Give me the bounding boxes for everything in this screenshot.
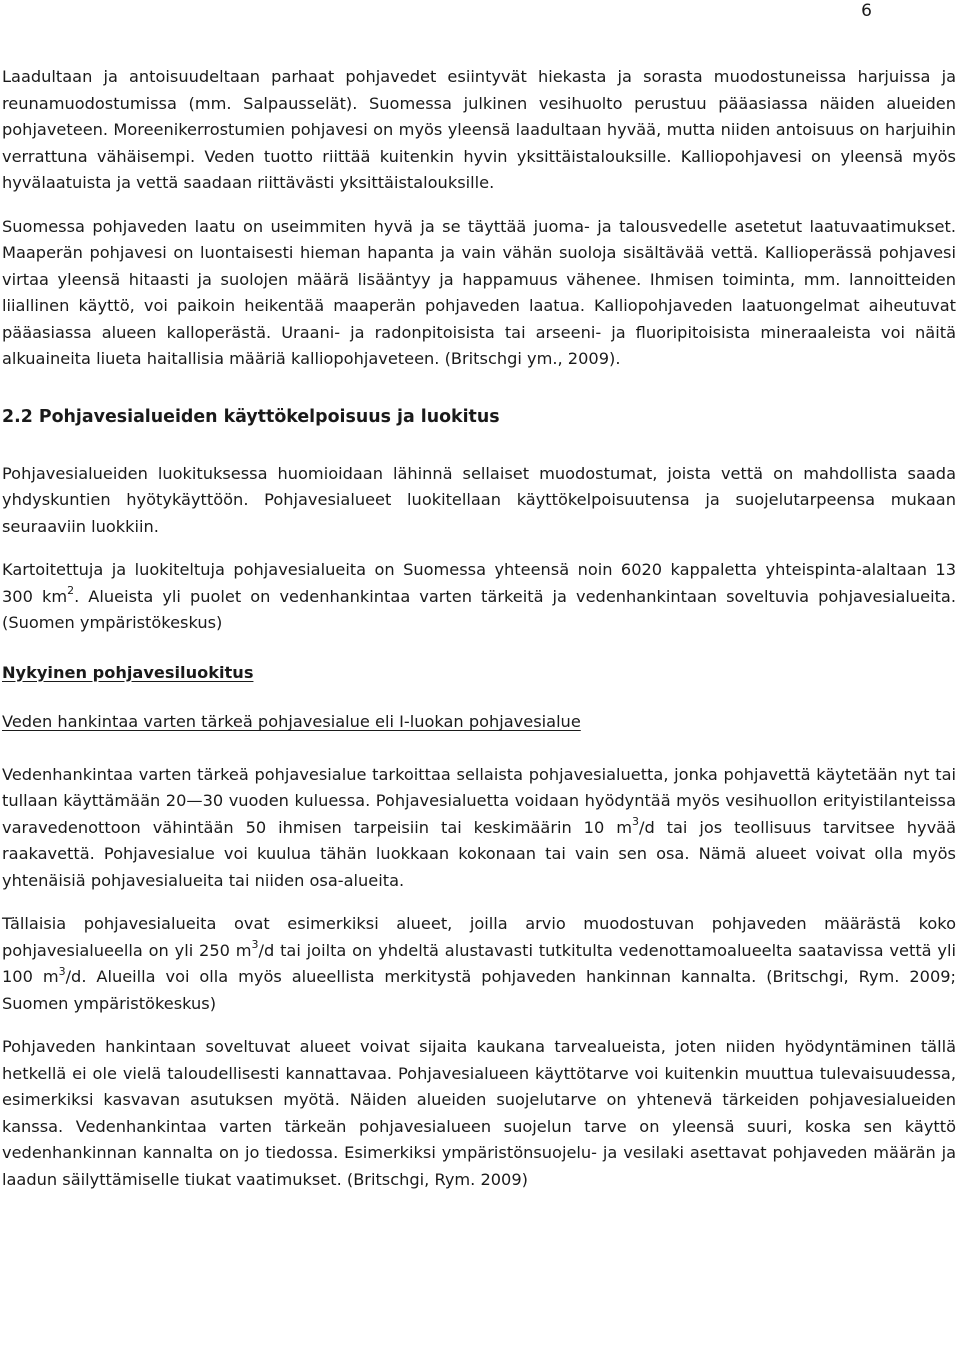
paragraph-groundwater-quality: Laadultaan ja antoisuudeltaan parhaat pohjavedet esiintyvät hiekasta ja sorasta muodostuneissa harjuissa ja reunamuodostumissa (mm. Salpausselät). Suomessa julkinen vesihuolto perustuu pääasiassa näiden alueiden pohjaveteen. Moreenikerrostumien pohjavesi on myös yleensä laadultaan hyvää, mutta niiden antoisuus on harjuihin verrattuna vähäisempi. Veden tuotto riittää kuitenkin hyvin yksittäistalouksille. Kalliopohjavesi on yleensä myös hyvälaatuista ja vettä saadaan riittävästi yksittäistalouksille. bbox=[2, 67, 956, 192]
superscript-2: 2 bbox=[67, 584, 75, 598]
paragraph-examples-text-a: Tällaisia pohjavesialueita ovat esimerkiksi alueet, joilla arvio muodostuvan pohjaveden määrästä koko pohjavesialueella on yli 250 m bbox=[2, 914, 956, 960]
paragraph-mapped-areas bbox=[2, 557, 956, 637]
paragraph-class-one-text-b: /d tai jos teollisuus tarvitsee hyvää raakavettä. Pohjavesialue voi kuulua tähän luokkaan kokonaan tai vain sen osa. Nämä alueet voivat olla myös yhtenäisiä pohjavesialueita tai niiden osa-alueita. bbox=[2, 817, 956, 890]
paragraph-class-one-examples bbox=[2, 911, 956, 1017]
paragraph-mapped-areas-text-a: Kartoitettuja ja luokiteltuja pohjavesialueita on Suomessa yhteensä noin 6020 kappaletta yhteispinta-alaltaan 13 300 km bbox=[2, 560, 956, 606]
paragraph-class-one-definition bbox=[2, 762, 956, 895]
paragraph-groundwater-quality-finland: Suomessa pohjaveden laatu on useimmiten hyvä ja se täyttää juoma- ja talousvedelle asetetut laatuvaatimukset. Maaperän pohjavesi on luontaisesti hieman hapanta ja vain vähän suoloja sisältävää vettä. Kallioperässä pohjavesi virtaa yleensä hitaasti ja suolojen määrä lisääntyy ja happamuus vähenee. Ihmisen toiminta, mm. lannoitteiden liiallinen käyttö, voi paikoin heikentää maaperän pohjaveden laatua. Kalliopohjaveden laatuongelmat aiheutuvat pääasiassa alueen kalloperästä. Uraani- ja radonpitoisista tai arseeni- ja fluoripitoisista mineraaleista voi näitä alkuaineita liueta haitallisia määriä kalliopohjaveteen. (Britschgi ym., 2009). bbox=[2, 216, 956, 368]
paragraph-classification-intro: Pohjavesialueiden luokituksessa huomioidaan lähinnä sellaiset muodostumat, joista vettä on mahdollista saada yhdyskuntien hyötykäyttöön. Pohjavesialueet luokitellaan käyttökelpoisuutensa ja suojelutarpeensa mukaan seuraaviin luokkiin. bbox=[2, 463, 956, 536]
paragraph-class-one-text-a: Vedenhankintaa varten tärkeä pohjavesialue tarkoittaa sellaista pohjavesialuetta, jonka pohjavettä käytetään nyt tai tullaan käyttämään 20—30 vuoden kuluessa. Pohjavesialuetta voidaan hyödyntää myös vesihuollon erityistilanteissa varavedenottoon vähintään 50 ihmisen tarpeisiin tai keskimäärin 10 m bbox=[2, 764, 956, 837]
superscript-3: 3 bbox=[631, 815, 639, 829]
subheading-class-one: Veden hankintaa varten tärkeä pohjavesialue eli I-luokan pohjavesialue bbox=[2, 712, 581, 731]
paragraph-suitable-areas: Pohjaveden hankintaan soveltuvat alueet voivat sijaita kaukana tarvealueista, joten niiden hyödyntäminen tällä hetkellä ei ole vielä taloudellisesti kannattavaa. Pohjavesialueen käyttötarve voi kuitenkin muuttua tulevaisuudessa, esimerkiksi kasvavan asutuksen myötä. Näiden alueiden suojelutarve on yhtenevä tärkeiden pohjavesialueiden kanssa. Vedenhankintaa varten tärkeän pohjavesialueen suojelun tarve on yleensä suuri, koska sen käyttö vedenhankinnan kannalta on jo tiedossa. Esimerkiksi ympäristönsuojelu- ja vesilaki asettavat pohjaveden määrän ja laadun säilyttämiselle tiukat vaatimukset. (Britschgi, Rym. 2009) bbox=[2, 1037, 956, 1189]
superscript-3-a: 3 bbox=[251, 938, 259, 952]
superscript-3-b: 3 bbox=[58, 964, 66, 978]
page-number: 6 bbox=[861, 1, 872, 21]
paragraph-examples-text-b: /d tai joilta on yhdeltä alustavasti tutkitulta vedenottamoalueelta saatavissa vettä yli 100 m bbox=[2, 940, 956, 986]
paragraph-mapped-areas-text-b: . Alueista yli puolet on vedenhankintaa varten tärkeitä ja vedenhankintaan soveltuvia pohjavesialueita. (Suomen ympäristökeskus) bbox=[2, 586, 956, 632]
section-heading: 2.2 Pohjavesialueiden käyttökelpoisuus ja luokitus bbox=[2, 406, 500, 427]
paragraph-examples-text-c: /d. Alueilla voi olla myös alueellista merkitystä pohjaveden hankinnan kannalta. (Britschgi, Rym. 2009; Suomen ympäristökeskus) bbox=[2, 967, 957, 1013]
subheading-current-classification: Nykyinen pohjavesiluokitus bbox=[2, 662, 254, 682]
document-body bbox=[2, 64, 956, 1193]
